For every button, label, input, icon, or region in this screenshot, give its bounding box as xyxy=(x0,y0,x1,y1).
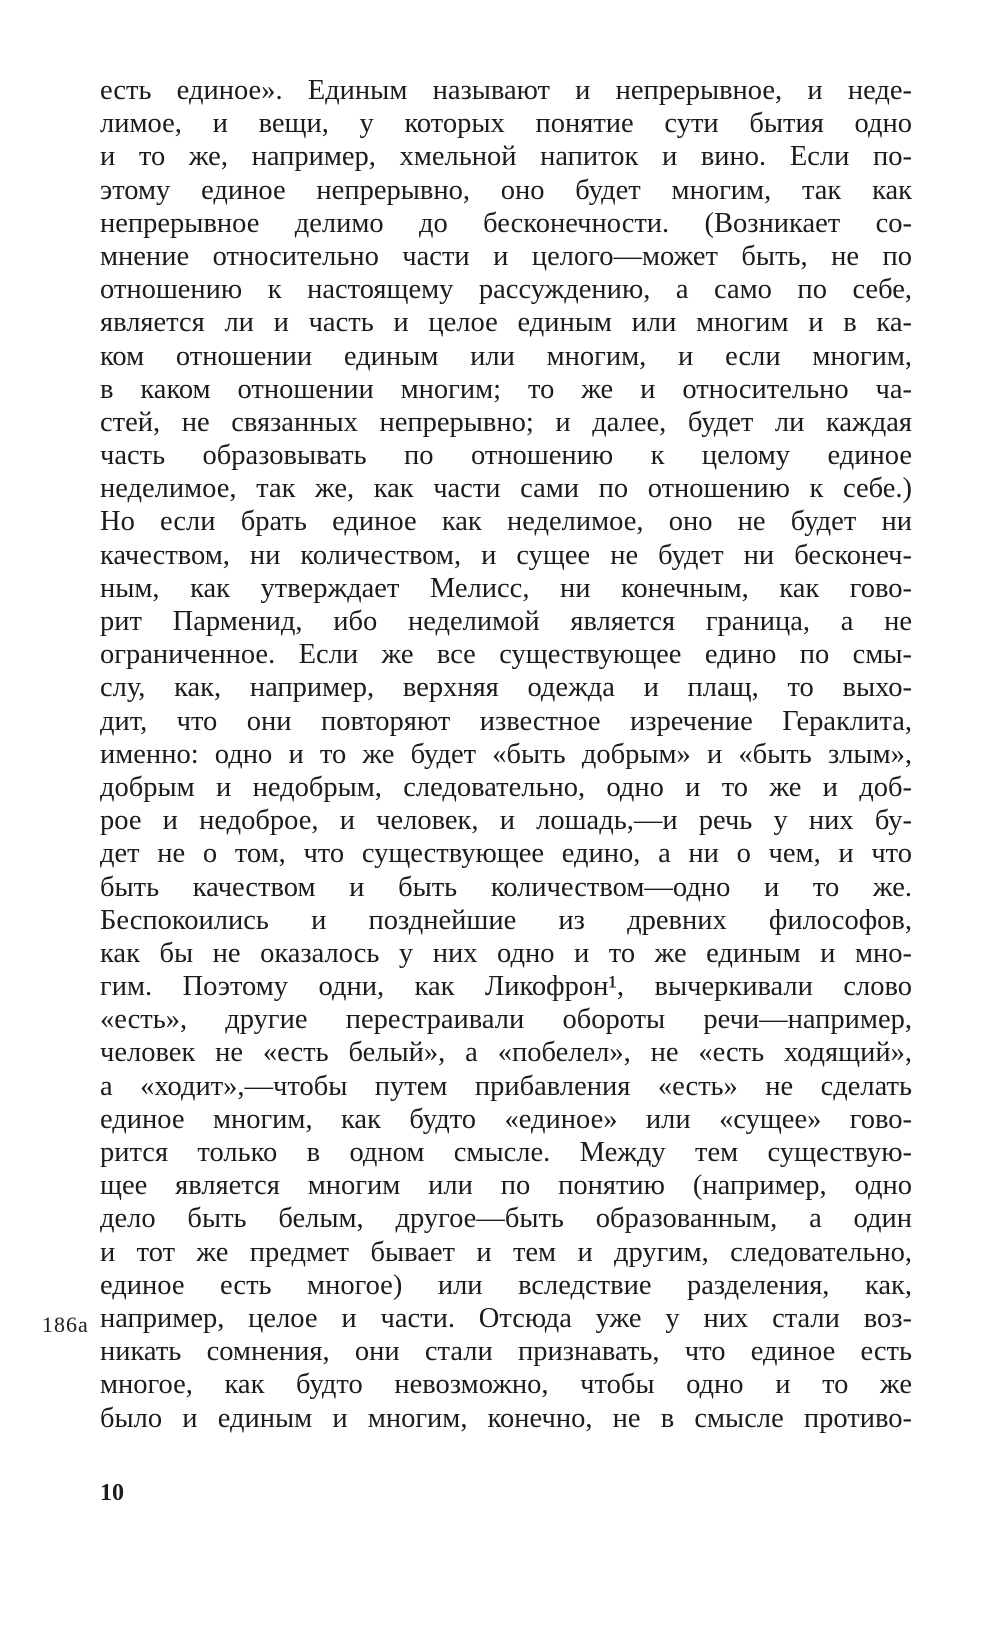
text-line: есть единое». Единым называют и непрерывное, и неде- xyxy=(100,75,912,106)
text-line: неделимое, так же, как части сами по отношению к себе.) xyxy=(100,473,912,505)
text-line: отношению к настоящему рассуждению, а само по себе, xyxy=(100,274,912,306)
text-line: «есть», другие перестраивали обороты речи—например, xyxy=(100,1004,912,1036)
text-line: единое многим, как будто «единое» или «сущее» гово- xyxy=(100,1103,912,1135)
text-line: качеством, ни количеством, и сущее не будет ни бесконеч- xyxy=(100,539,912,571)
text-line: было и единым и многим, конечно, не в смысле противо- xyxy=(100,1402,912,1434)
text-line: ным, как утверждает Мелисс, ни конечным, как гово- xyxy=(100,572,912,604)
text-line: никать сомнения, они стали признавать, что единое есть xyxy=(100,1336,912,1368)
text-line: в каком отношении многим; то же и относительно ча- xyxy=(100,373,912,405)
text-line: и тот же предмет бывает и тем и другим, следовательно, xyxy=(100,1236,912,1268)
text-line: стей, не связанных непрерывно; и далее, будет ли каждая xyxy=(100,406,912,438)
text-line: лимое, и вещи, у которых понятие сути бытия одно xyxy=(100,108,912,140)
text-line: часть образовывать по отношению к целому единое xyxy=(100,440,912,472)
page-number: 10 xyxy=(100,1480,124,1506)
text-line: непрерывное делимо до бесконечности. (Возникает со- xyxy=(100,207,912,239)
text-line: Но если брать единое как неделимое, оно не будет ни xyxy=(100,506,912,538)
margin-reference: 186а xyxy=(42,1312,89,1337)
text-line: ком отношении единым или многим, и если многим, xyxy=(100,340,912,372)
text-line: является ли и часть и целое единым или многим и в ка- xyxy=(100,307,912,339)
text-line: дело быть белым, другое—быть образованным, а один xyxy=(100,1203,912,1235)
text-line: единое есть многое) или вследствие разделения, как, xyxy=(100,1269,912,1301)
text-line: именно: одно и то же будет «быть добрым» и «быть злым», xyxy=(100,738,912,770)
text-line: человек не «есть белый», а «побелел», не «есть ходящий», xyxy=(100,1037,912,1069)
text-line: дит, что они повторяют известное изречение Гераклита, xyxy=(100,705,912,737)
text-line: добрым и недобрым, следовательно, одно и то же и доб- xyxy=(100,771,912,803)
body-text xyxy=(100,74,912,1435)
text-line: щее является многим или по понятию (например, одно xyxy=(100,1170,912,1202)
text-line: например, целое и части. Отсюда уже у них стали воз- xyxy=(100,1302,912,1334)
text-line: мнение относительно части и целого—может быть, не по xyxy=(100,240,912,272)
text-line: рое и недоброе, и человек, и лошадь,—и речь у них бу- xyxy=(100,805,912,837)
text-line: гим. Поэтому одни, как Ликофрон¹, вычеркивали слово xyxy=(100,971,912,1003)
text-line: как бы не оказалось у них одно и то же единым и мно- xyxy=(100,937,912,969)
text-line: рится только в одном смысле. Между тем существую- xyxy=(100,1137,912,1168)
text-line: слу, как, например, верхняя одежда и плащ, то выхо- xyxy=(100,672,912,704)
text-line: этому единое непрерывно, оно будет многим, так как xyxy=(100,174,912,206)
text-line: Беспокоились и позднейшие из древних философов, xyxy=(100,904,912,936)
text-line: многое, как будто невозможно, чтобы одно и то же xyxy=(100,1369,912,1401)
text-line: рит Парменид, ибо неделимой является граница, а не xyxy=(100,606,912,637)
text-line: дет не о том, что существующее едино, а ни о чем, и что xyxy=(100,838,912,870)
text-line: и то же, например, хмельной напиток и вино. Если по- xyxy=(100,141,912,173)
text-line: ограниченное. Если же все существующее едино по смы- xyxy=(100,639,912,671)
text-line: быть качеством и быть количеством—одно и то же. xyxy=(100,871,912,903)
text-line: а «ходит»,—чтобы путем прибавления «есть» не сделать xyxy=(100,1070,912,1102)
